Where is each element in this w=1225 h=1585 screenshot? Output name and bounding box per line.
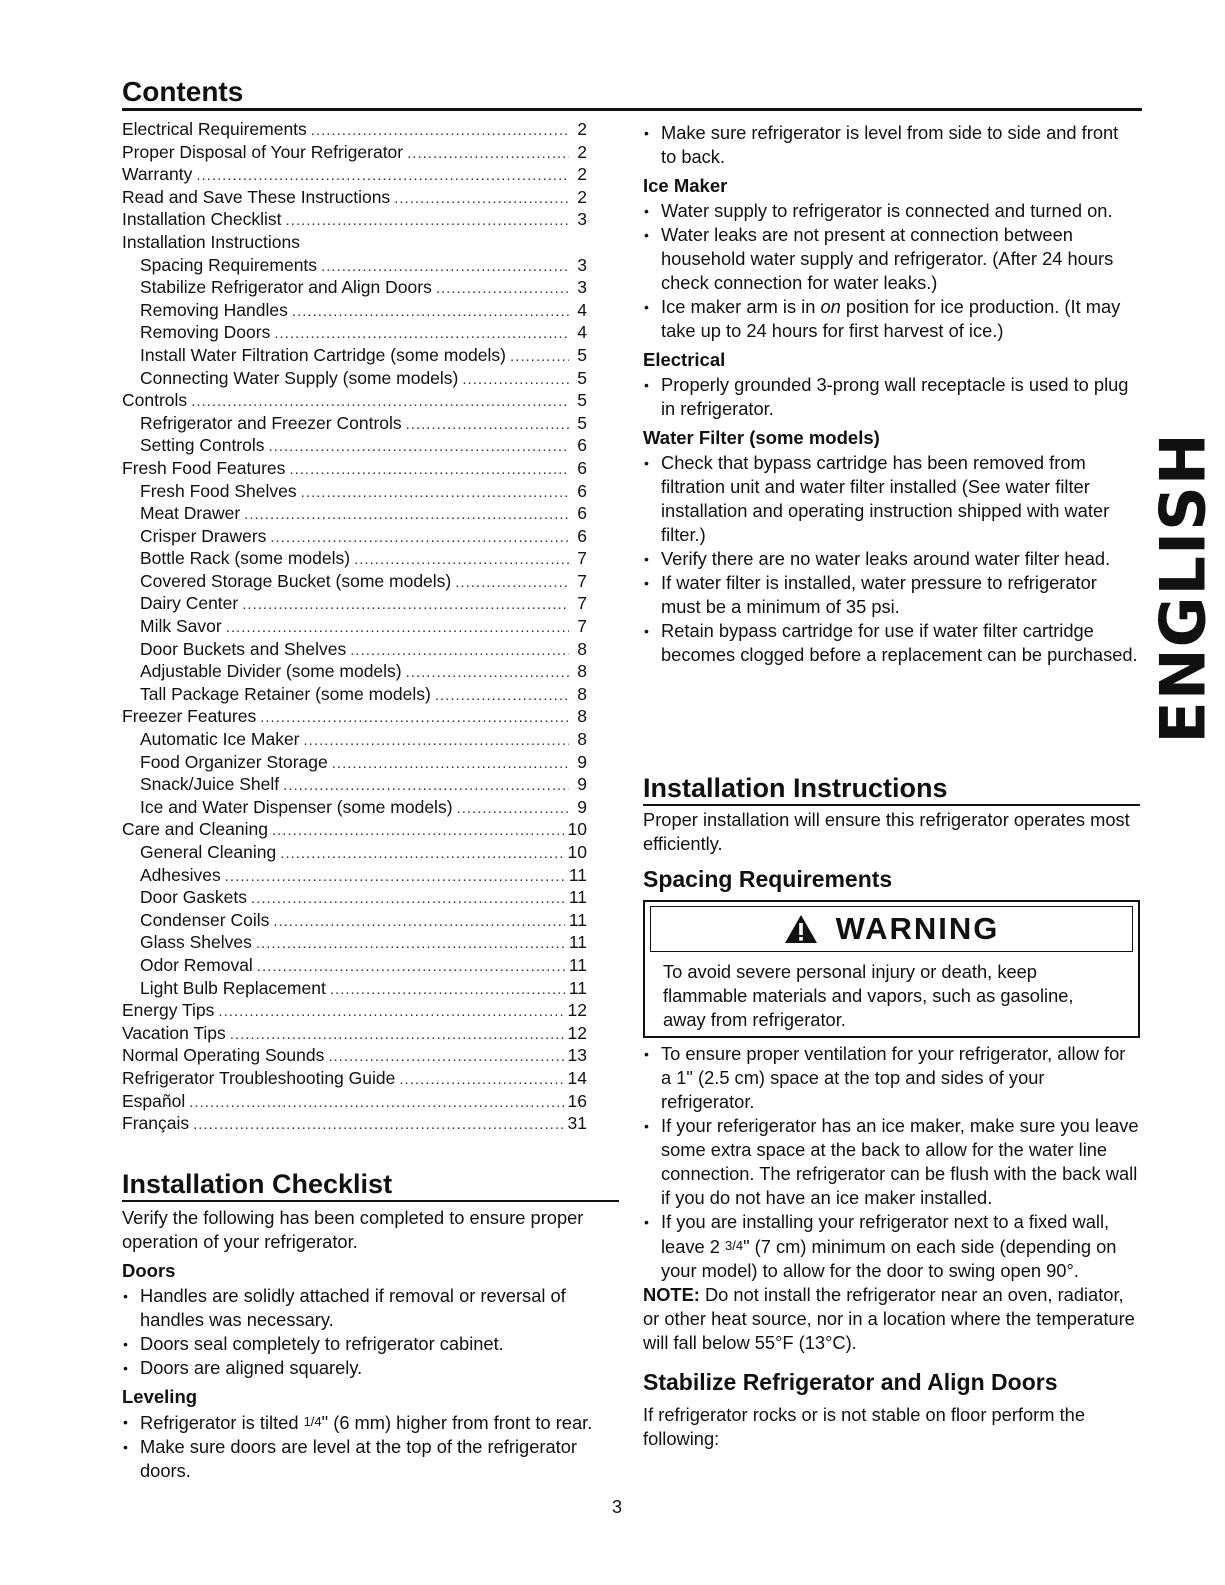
toc-entry (122, 592, 587, 615)
doors-list (122, 1284, 622, 1380)
toc-entry-title: Spacing Requirements (140, 254, 318, 275)
installation-checklist-title: Installation Checklist (122, 1168, 619, 1202)
toc-entry (122, 389, 587, 412)
water-filter-heading: Water Filter (some models) (643, 427, 880, 448)
toc-entry-title: Food Organizer Storage (140, 751, 328, 772)
toc-entry-title: Crisper Drawers (140, 525, 267, 546)
text-emphasis: on (820, 296, 841, 317)
toc-entry-page: 6 (577, 435, 587, 456)
list-item: • Handles are solidly attached if removal or reversal of handles was necessary. (122, 1284, 622, 1332)
toc-leader-dots (462, 369, 569, 392)
text: " (6 mm) higher from front to rear. (321, 1412, 593, 1433)
toc-entry-page: 5 (577, 367, 587, 388)
toc-leader-dots (257, 956, 565, 979)
toc-entry (122, 751, 587, 774)
toc-leader-dots (218, 1001, 563, 1024)
toc-entry (122, 502, 587, 525)
text: Refrigerator is tilted (140, 1412, 304, 1433)
toc-entry-page: 11 (568, 909, 587, 930)
toc-entry-page: 11 (568, 954, 587, 975)
list-item: • If your referigerator has an ice maker, make sure you leave some extra space at the back to allow for the water line connection. The refrigerator can be flush with the back wall if you do not have an ice maker installed. (643, 1114, 1140, 1210)
toc-leader-dots (196, 165, 569, 188)
toc-leader-dots (191, 391, 569, 414)
toc-entry-title: Controls (122, 390, 188, 411)
icemaker-heading: Ice Maker (643, 175, 728, 196)
toc-entry-page: 2 (577, 164, 587, 185)
note-paragraph (643, 1283, 1140, 1355)
toc-entry-title: Light Bulb Replacement (140, 977, 326, 998)
toc-entry (122, 321, 587, 344)
toc-entry (122, 231, 587, 254)
toc-entry (122, 525, 587, 548)
toc-entry-page: 11 (568, 977, 587, 998)
note-label: NOTE: (643, 1284, 700, 1305)
toc-leader-dots (406, 662, 569, 685)
list-item: • Make sure doors are level at the top of the refrigerator doors. (122, 1435, 622, 1483)
fraction: 3/4 (725, 1238, 744, 1253)
toc-leader-dots (304, 730, 570, 753)
toc-entry-page: 8 (577, 706, 587, 727)
toc-leader-dots (406, 414, 569, 437)
toc-leader-dots (311, 120, 569, 143)
toc-entry-page: 3 (577, 277, 587, 298)
toc-entry-page: 7 (577, 570, 587, 591)
toc-leader-dots (270, 527, 569, 550)
toc-entry (122, 434, 587, 457)
toc-entry-page: 6 (577, 525, 587, 546)
toc-entry-title: Energy Tips (122, 1000, 215, 1021)
spacing-list (643, 1042, 1140, 1283)
toc-entry-title: Read and Save These Instructions (122, 186, 391, 207)
toc-entry-title: Français (122, 1113, 190, 1134)
toc-entry (122, 660, 587, 683)
toc-entry (122, 683, 587, 706)
toc-entry-title: Freezer Features (122, 706, 257, 727)
toc-leader-dots (260, 707, 569, 730)
toc-leader-dots (292, 301, 569, 324)
toc-entry-title: General Cleaning (140, 842, 277, 862)
toc-entry (122, 954, 587, 977)
list-item: • To ensure proper ventilation for your refrigerator, allow for a 1" (2.5 cm) space at the top and sides of your refrigerator. (643, 1042, 1140, 1114)
toc-entry-page: 8 (577, 661, 587, 682)
list-item: • Doors are aligned squarely. (122, 1356, 622, 1380)
toc-entry-page: 11 (568, 864, 587, 885)
toc-entry-title: Proper Disposal of Your Refrigerator (122, 141, 404, 162)
toc-entry-title: Tall Package Retainer (some models) (140, 683, 431, 704)
toc-entry-page: 12 (567, 1000, 587, 1021)
toc-entry (122, 1090, 587, 1113)
list-item (122, 1410, 622, 1435)
leveling-heading: Leveling (122, 1386, 198, 1407)
contents-title: Contents (122, 76, 1142, 111)
toc-leader-dots (457, 798, 569, 821)
toc-leader-dots (332, 753, 569, 776)
table-of-contents (122, 118, 587, 1135)
list-item: • Retain bypass cartridge for use if water filter cartridge becomes clogged before a replacement can be purchased. (643, 619, 1138, 667)
water-filter-list (643, 451, 1138, 667)
list-item: • Water leaks are not present at connection between household water supply and refrigerator. (After 24 hours check connection for water leaks.) (643, 223, 1138, 295)
toc-leader-dots (273, 911, 564, 934)
toc-leader-dots (242, 594, 569, 617)
toc-entry-page: 10 (567, 842, 587, 862)
toc-leader-dots (399, 1069, 563, 1092)
toc-leader-dots (301, 482, 569, 505)
toc-entry-page: 4 (577, 299, 587, 320)
toc-entry-page: 8 (577, 729, 587, 750)
toc-entry-title: Removing Doors (140, 322, 271, 343)
toc-entry-page: 8 (577, 638, 587, 659)
toc-entry-title: Electrical Requirements (122, 119, 307, 139)
toc-entry (122, 457, 587, 480)
toc-entry-title: Adjustable Divider (some models) (140, 661, 402, 682)
toc-entry (122, 931, 587, 954)
leveling-list-continued (643, 121, 1138, 169)
toc-leader-dots (226, 617, 569, 640)
toc-entry (122, 208, 587, 231)
checklist-intro: Verify the following has been completed to ensure proper operation of your refrigerator. (122, 1207, 584, 1252)
toc-entry (122, 547, 587, 570)
toc-leader-dots (230, 1024, 564, 1047)
toc-entry (122, 254, 587, 277)
toc-entry-title: Vacation Tips (122, 1022, 226, 1043)
toc-leader-dots (455, 572, 569, 595)
electrical-list (643, 373, 1138, 421)
installation-intro: Proper installation will ensure this refrigerator operates most efficiently. (643, 809, 1130, 854)
toc-entry-title: Automatic Ice Maker (140, 729, 300, 750)
toc-entry-page: 16 (567, 1090, 587, 1111)
stabilize-heading: Stabilize Refrigerator and Align Doors (643, 1369, 1058, 1395)
toc-leader-dots (436, 278, 569, 301)
toc-leader-dots (407, 143, 569, 166)
toc-entry (122, 570, 587, 593)
toc-entry (122, 299, 587, 322)
list-item: • Check that bypass cartridge has been removed from filtration unit and water filter installed (See water filter installation and operating instruction shipped with water filter.) (643, 451, 1138, 547)
toc-entry-page: 10 (567, 819, 587, 840)
toc-entry-page: 12 (567, 1022, 587, 1043)
toc-entry-page: 2 (577, 141, 587, 162)
checklist-left-column (122, 1206, 622, 1483)
language-label: ENGLISH (1147, 431, 1220, 744)
list-item: • Make sure refrigerator is level from side to side and front to back. (643, 121, 1138, 169)
toc-entry-title: Fresh Food Features (122, 457, 286, 478)
toc-entry-page: 9 (577, 774, 587, 795)
icemaker-list (643, 199, 1138, 343)
toc-entry-title: Refrigerator and Freezer Controls (140, 412, 402, 433)
toc-entry (122, 841, 587, 864)
toc-entry-page: 3 (577, 254, 587, 275)
toc-entry (122, 999, 587, 1022)
toc-leader-dots (256, 933, 565, 956)
toc-entry-title: Connecting Water Supply (some models) (140, 367, 459, 388)
toc-leader-dots (354, 549, 569, 572)
toc-entry-page: 11 (568, 932, 587, 953)
toc-entry-title: Condenser Coils (140, 909, 270, 930)
list-item: • If water filter is installed, water pressure to refrigerator must be a minimum of 35 psi. (643, 571, 1138, 619)
toc-entry-title: Glass Shelves (140, 932, 252, 953)
toc-leader-dots (289, 459, 569, 482)
warning-header (650, 906, 1133, 952)
electrical-heading: Electrical (643, 349, 726, 370)
toc-leader-dots (272, 820, 564, 843)
fraction: 1/4 (303, 1414, 322, 1429)
toc-entry (122, 1067, 587, 1090)
toc-entry (122, 1022, 587, 1045)
toc-leader-dots (251, 888, 565, 911)
toc-entry-page: 9 (577, 796, 587, 817)
toc-entry-title: Installation Checklist (122, 209, 282, 230)
toc-entry-title: Warranty (122, 164, 193, 185)
text: If you are installing your refrigerator next to a fixed wall, leave 2 (661, 1211, 1110, 1257)
toc-entry-page: 31 (567, 1113, 587, 1134)
list-item: • Doors seal completely to refrigerator cabinet. (122, 1332, 622, 1356)
toc-entry-title: Español (122, 1090, 186, 1111)
toc-entry-title: Normal Operating Sounds (122, 1045, 325, 1066)
toc-entry (122, 977, 587, 1000)
stabilize-text: If refrigerator rocks or is not stable on floor perform the following: (643, 1404, 1085, 1449)
toc-entry (122, 864, 587, 887)
toc-leader-dots (321, 256, 569, 279)
list-item: • Verify there are no water leaks around water filter head. (643, 547, 1138, 571)
toc-entry (122, 141, 587, 164)
toc-entry-title: Stabilize Refrigerator and Align Doors (140, 277, 432, 298)
toc-entry-page: 6 (577, 480, 587, 501)
toc-leader-dots (286, 210, 569, 233)
toc-entry (122, 186, 587, 209)
toc-entry-title: Door Buckets and Shelves (140, 638, 347, 659)
page-number: 3 (612, 1497, 623, 1517)
toc-entry (122, 276, 587, 299)
toc-entry-title: Dairy Center (140, 593, 239, 614)
toc-entry-title: Removing Handles (140, 299, 288, 320)
text: " (7 cm) minimum on each side (depending on your model) to allow for the door to swing open 90°. (661, 1236, 1117, 1281)
toc-entry-page: 3 (577, 209, 587, 230)
toc-entry (122, 118, 587, 141)
toc-leader-dots (225, 866, 565, 889)
toc-entry (122, 818, 587, 841)
toc-entry-page: 11 (568, 887, 587, 908)
toc-entry-page: 2 (577, 186, 587, 207)
language-side-tab (1147, 431, 1220, 744)
toc-entry-title: Covered Storage Bucket (some models) (140, 570, 452, 591)
toc-entry (122, 638, 587, 661)
toc-leader-dots (435, 685, 569, 708)
note-text: Do not install the refrigerator near an oven, radiator, or other heat source, nor in a location where the temperature will fall below 55°F (13°C). (643, 1284, 1135, 1353)
toc-leader-dots (193, 1114, 563, 1137)
toc-entry (122, 615, 587, 638)
toc-entry-page: 5 (577, 344, 587, 365)
toc-leader-dots (269, 436, 569, 459)
installation-right-column (643, 808, 1140, 1451)
text: position for ice production. (It may take up to 24 hours for first harvest of ice.) (661, 296, 1121, 341)
toc-entry-page: 7 (577, 548, 587, 569)
toc-entry (122, 367, 587, 390)
toc-entry-page: 6 (577, 457, 587, 478)
list-item (643, 295, 1138, 343)
list-item: • Properly grounded 3-prong wall receptacle is used to plug in refrigerator. (643, 373, 1138, 421)
toc-entry-title: Ice and Water Dispenser (some models) (140, 796, 453, 817)
toc-leader-dots (394, 188, 569, 211)
installation-instructions-title: Installation Instructions (643, 772, 1140, 806)
toc-entry (122, 886, 587, 909)
toc-entry (122, 796, 587, 819)
checklist-right-column (643, 121, 1138, 667)
warning-triangle-icon (784, 914, 818, 944)
warning-label: WARNING (835, 911, 1000, 946)
toc-entry-page: 14 (567, 1067, 587, 1088)
toc-entry-page: 8 (577, 683, 587, 704)
toc-entry-title: Install Water Filtration Cartridge (some models) (140, 344, 506, 365)
toc-entry (122, 480, 587, 503)
toc-entry (122, 1044, 587, 1067)
toc-entry (122, 344, 587, 367)
toc-leader-dots (274, 323, 569, 346)
toc-entry-page: 2 (577, 119, 587, 139)
leveling-list (122, 1410, 622, 1483)
warning-box (643, 900, 1140, 1038)
doors-heading: Doors (122, 1260, 176, 1281)
toc-entry-title: Refrigerator Troubleshooting Guide (122, 1067, 396, 1088)
toc-entry-page: 5 (577, 390, 587, 411)
toc-entry-page: 13 (567, 1045, 587, 1066)
toc-entry-page: 4 (577, 322, 587, 343)
toc-entry-title: Setting Controls (140, 435, 265, 456)
toc-entry-title: Care and Cleaning (122, 819, 268, 840)
spacing-requirements-heading: Spacing Requirements (643, 866, 893, 892)
toc-entry-page: 9 (577, 751, 587, 772)
toc-leader-dots (280, 843, 563, 866)
toc-entry-page: 7 (577, 616, 587, 637)
toc-entry-title: Meat Drawer (140, 503, 241, 524)
toc-entry-page: 6 (577, 503, 587, 524)
warning-text: To avoid severe personal injury or death, keep flammable materials and vapors, such as gasoline, away from refrigerator. (663, 961, 1074, 1030)
toc-entry-title: Odor Removal (140, 954, 253, 975)
toc-entry-title: Fresh Food Shelves (140, 480, 297, 501)
toc-entry (122, 705, 587, 728)
toc-entry (122, 163, 587, 186)
toc-entry (122, 773, 587, 796)
toc-entry-title: Snack/Juice Shelf (140, 774, 280, 795)
toc-leader-dots (189, 1092, 563, 1115)
toc-leader-dots (328, 1046, 563, 1069)
toc-entry (122, 909, 587, 932)
toc-entry-title: Bottle Rack (some models) (140, 548, 351, 569)
toc-leader-dots (283, 775, 569, 798)
toc-entry (122, 1112, 587, 1135)
toc-entry-page: 7 (577, 593, 587, 614)
toc-entry (122, 728, 587, 751)
toc-leader-dots (244, 504, 569, 527)
toc-leader-dots (510, 346, 569, 369)
toc-entry-title: Installation Instructions (122, 231, 301, 252)
text: Ice maker arm is in (661, 296, 821, 317)
list-item: • Water supply to refrigerator is connected and turned on. (643, 199, 1138, 223)
toc-entry-title: Milk Savor (140, 616, 222, 637)
toc-leader-dots (350, 640, 569, 663)
toc-entry-title: Door Gaskets (140, 887, 247, 908)
toc-entry (122, 412, 587, 435)
toc-entry-page: 5 (577, 412, 587, 433)
list-item (643, 1210, 1140, 1283)
toc-entry-title: Adhesives (140, 864, 221, 885)
toc-leader-dots (330, 979, 565, 1002)
